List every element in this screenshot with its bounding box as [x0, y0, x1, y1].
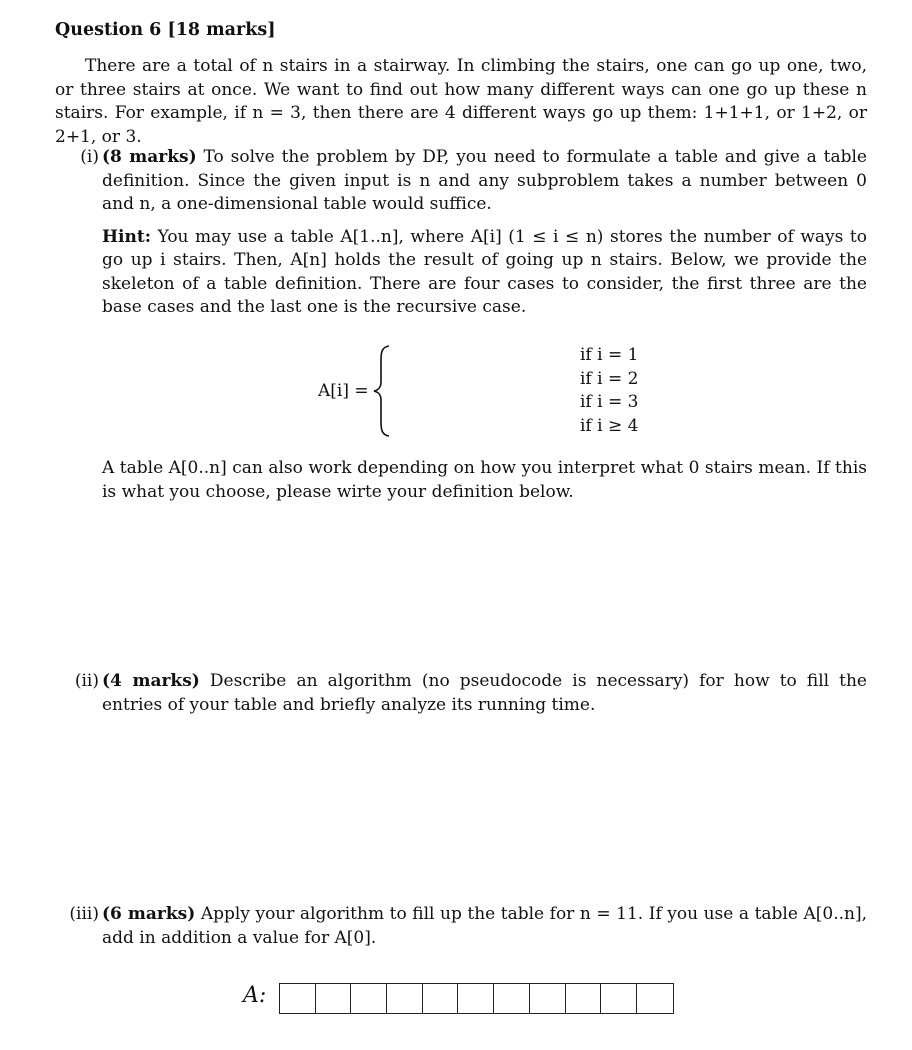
- equation-lhs: A[i] =: [318, 381, 369, 401]
- hint-text: You may use a table A[1..n], where A[i] (1 ≤ i ≤ n) stores the number of ways to go up i stairs. Then, A[n] holds the result of going up n stairs. Below, we provide the skeleton of a table definition. There are four cases to consider, the first three are the base cases and the last one is the recursive case.: [102, 226, 867, 317]
- hint-label: Hint:: [102, 226, 152, 247]
- answer-table-cell[interactable]: [387, 984, 423, 1013]
- table-definition-equation: [300, 344, 700, 444]
- part-iii-statement: [102, 903, 867, 950]
- part-i-statement: [102, 146, 867, 217]
- case-4: if i ≥ 4: [580, 415, 639, 436]
- case-1: if i = 1: [580, 345, 639, 365]
- part-ii-marks: (4 marks): [102, 671, 200, 691]
- answer-table-cell[interactable]: [637, 984, 673, 1013]
- part-i-label: (i): [80, 147, 99, 167]
- case-2: if i = 2: [580, 368, 639, 389]
- answer-table[interactable]: [279, 983, 674, 1014]
- case-3: if i = 3: [580, 392, 639, 412]
- part-i-hint: [102, 226, 867, 320]
- part-i: [55, 146, 867, 320]
- answer-table-cell[interactable]: [280, 984, 316, 1013]
- part-iii-marks: (6 marks): [102, 904, 196, 924]
- part-ii-statement: [102, 670, 867, 717]
- question-intro: There are a total of n stairs in a stairway. In climbing the stairs, one can go up one, two, or three stairs at once. We want to find out how many different ways can one go up these n stairs. For example, if n = 3, then there are 4 different ways go up them: 1+1+1, or 1+2, or 2+1, or 3.: [55, 56, 867, 147]
- part-i-text: To solve the problem by DP, you need to formulate a table and give a table definition. Since the given input is n and any subproblem takes a number between 0 and n, a one-dimensional table would suffice.: [102, 147, 867, 214]
- question-title: Question 6 [18 marks]: [55, 20, 276, 40]
- left-brace-icon: [372, 344, 394, 438]
- answer-table-cell[interactable]: [601, 984, 637, 1013]
- answer-table-cell[interactable]: [423, 984, 459, 1013]
- answer-table-cell[interactable]: [351, 984, 387, 1013]
- answer-table-cell[interactable]: [566, 984, 602, 1013]
- part-iii-label: (iii): [69, 904, 99, 924]
- part-iii-text: Apply your algorithm to fill up the table for n = 11. If you use a table A[0..n], add in addition a value for A[0].: [102, 904, 867, 948]
- part-iii: [55, 903, 867, 950]
- answer-table-cell[interactable]: [316, 984, 352, 1013]
- part-ii-text: Describe an algorithm (no pseudocode is necessary) for how to fill the entries of your table and briefly analyze its running time.: [102, 671, 867, 715]
- part-ii-label: (ii): [74, 671, 99, 691]
- answer-table-cell[interactable]: [494, 984, 530, 1013]
- part-i-tail: A table A[0..n] can also work depending on how you interpret what 0 stairs mean. If this is what you choose, please wirte your definition below.: [102, 458, 867, 502]
- part-ii: [55, 670, 867, 717]
- answer-table-cell[interactable]: [458, 984, 494, 1013]
- answer-table-cell[interactable]: [530, 984, 566, 1013]
- answer-table-label: A:: [243, 983, 267, 1008]
- part-i-marks: (8 marks): [102, 147, 197, 167]
